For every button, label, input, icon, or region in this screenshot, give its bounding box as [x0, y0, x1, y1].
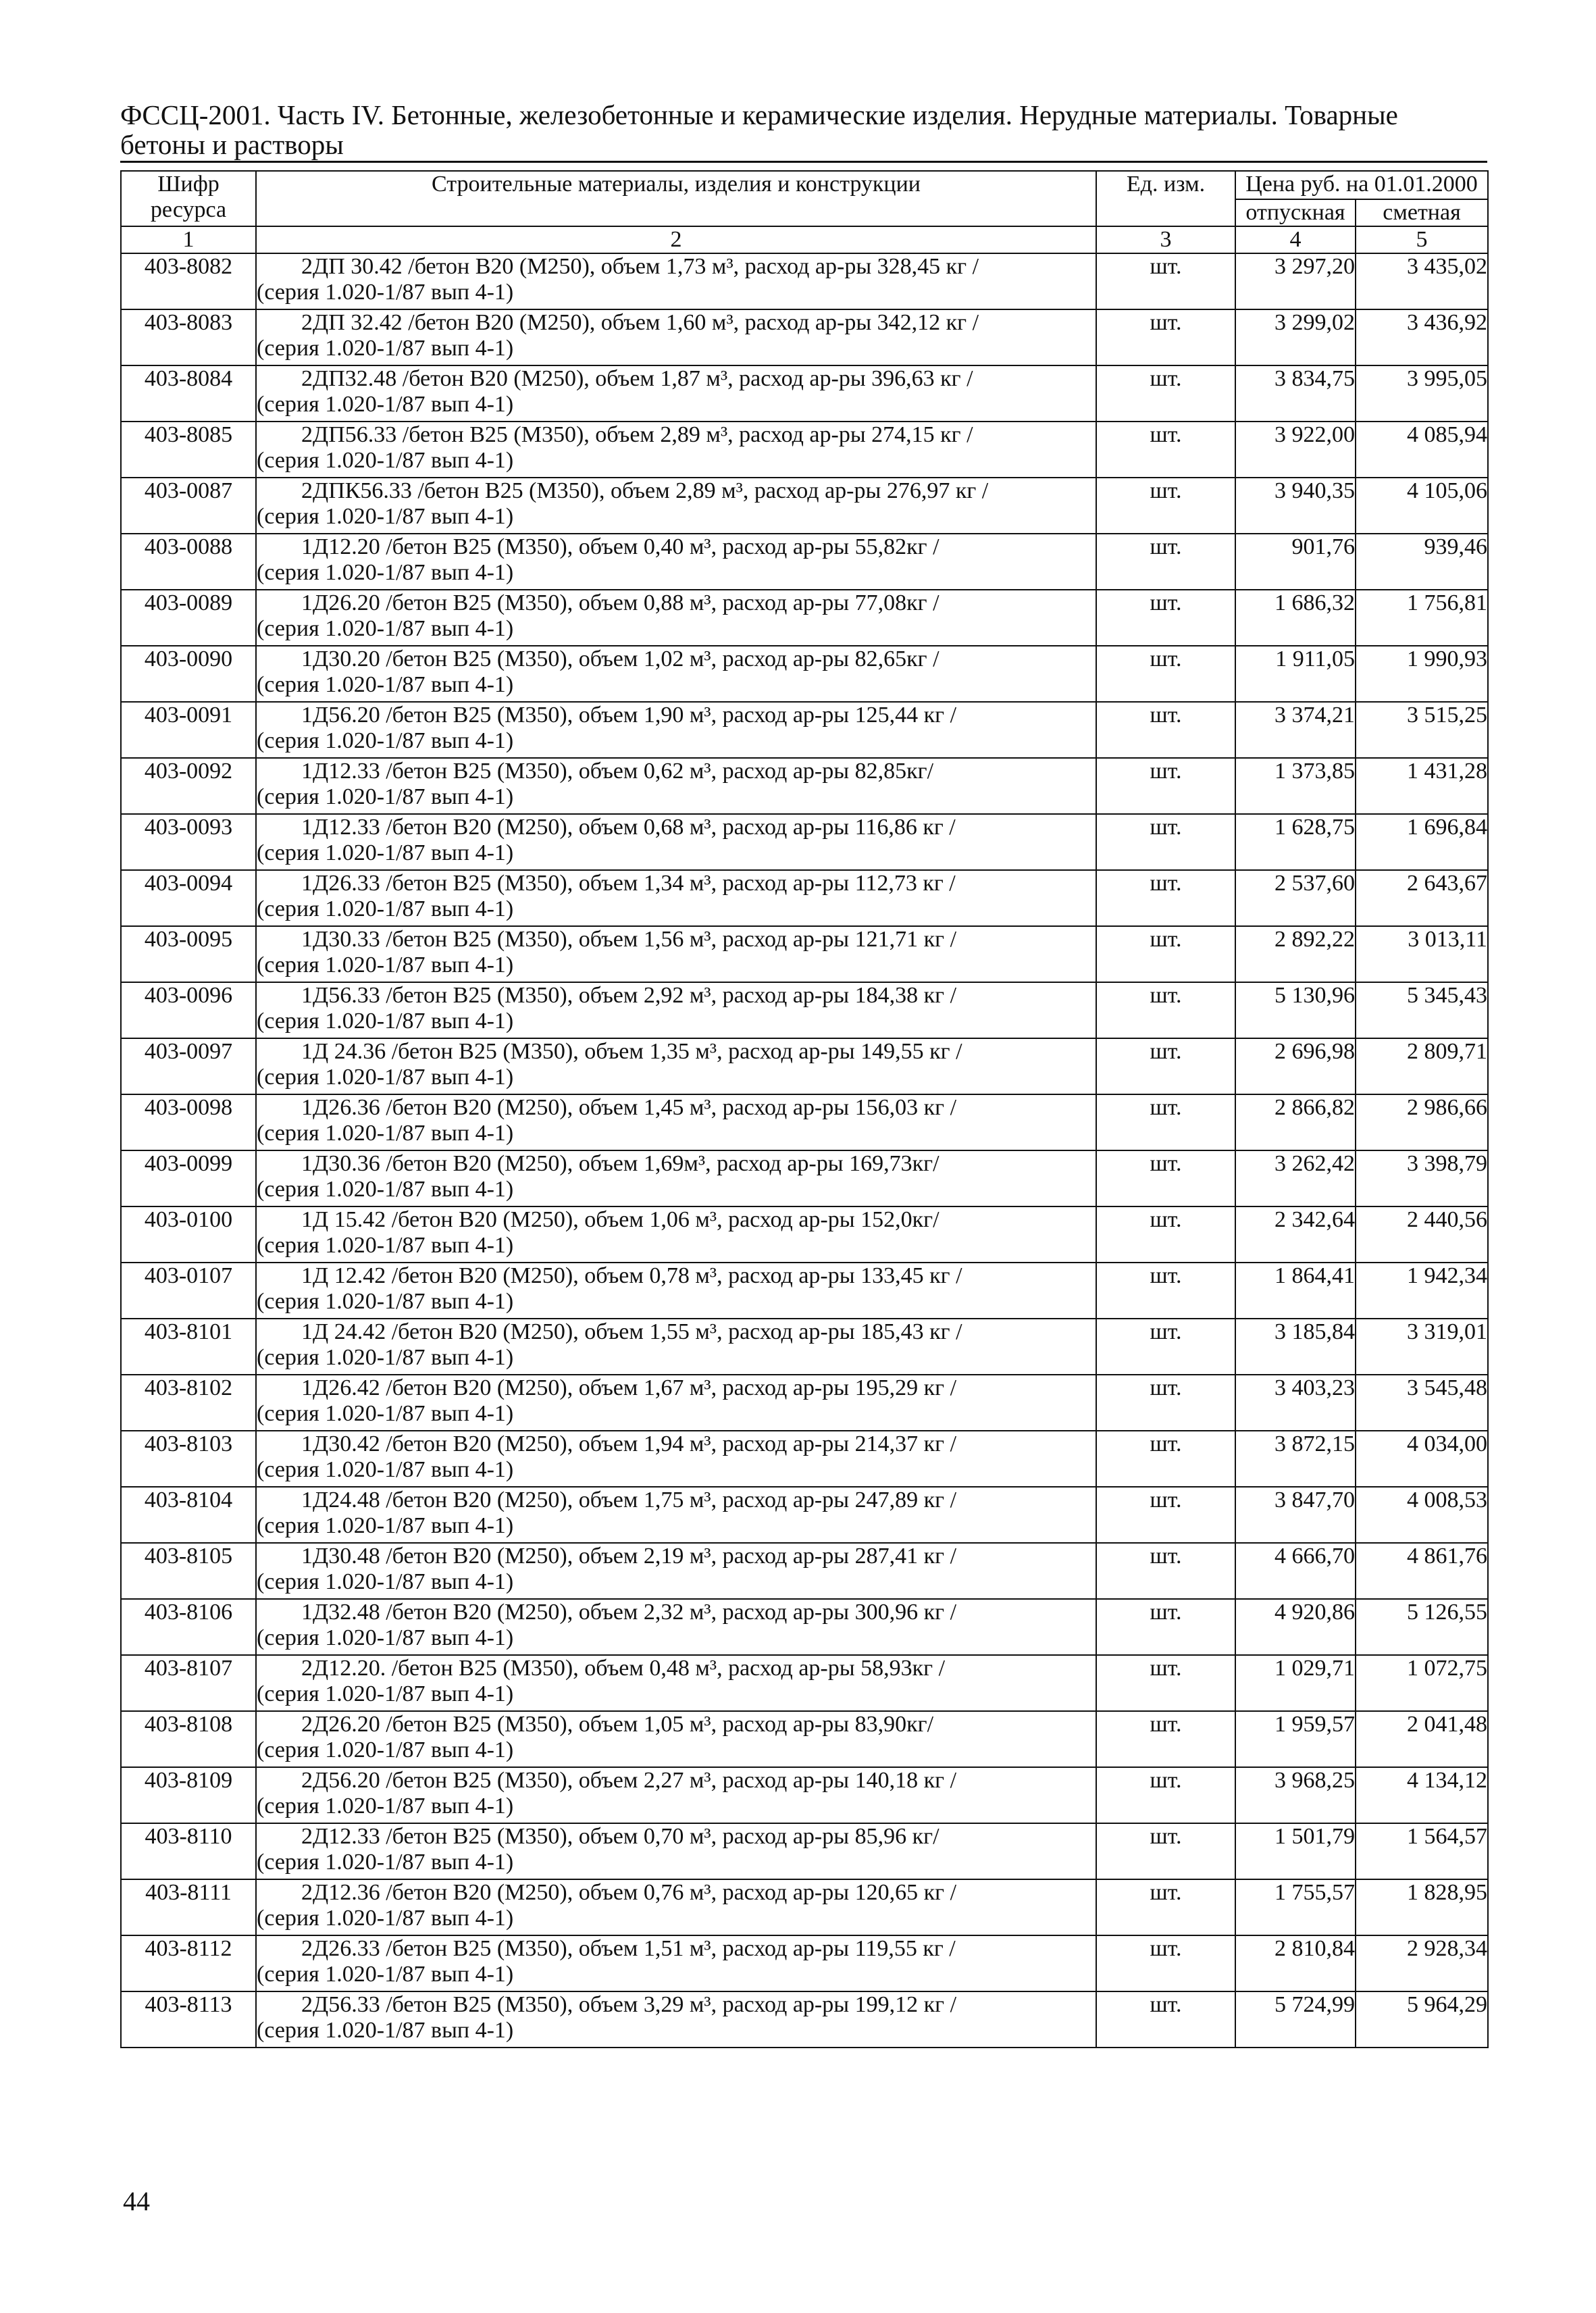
resource-code: 403-0100 — [121, 1206, 256, 1263]
release-price: 5 724,99 — [1235, 1991, 1356, 2048]
column-number-row — [121, 226, 1488, 253]
table-row — [121, 814, 1488, 870]
description-line: 2Д56.20 /бетон В25 (М350), объем 2,27 м³, расход ар-ры 140,18 кг / — [301, 1768, 957, 1793]
unit-cell: шт. — [1096, 758, 1235, 814]
table-row — [121, 1038, 1488, 1094]
unit-cell: шт. — [1096, 1038, 1235, 1094]
table-row — [121, 1263, 1488, 1319]
description-line: 1Д 24.42 /бетон В20 (М250), объем 1,55 м³, расход ар-ры 185,43 кг / — [301, 1319, 962, 1344]
description-line: 1Д12.33 /бетон В20 (М250), объем 0,68 м³, расход ар-ры 116,86 кг / — [301, 815, 956, 840]
release-price: 1 864,41 — [1235, 1263, 1356, 1319]
item-description — [256, 422, 1096, 478]
estimate-price: 3 319,01 — [1356, 1319, 1488, 1375]
release-price: 1 911,05 — [1235, 646, 1356, 702]
series-line: (серия 1.020-1/87 вып 4-1) — [257, 1962, 514, 1987]
table-row — [121, 926, 1488, 982]
resource-code: 403-8102 — [121, 1375, 256, 1431]
column-number: 1 — [121, 226, 256, 253]
table-row — [121, 253, 1488, 309]
series-line: (серия 1.020-1/87 вып 4-1) — [257, 952, 514, 977]
item-description — [256, 1991, 1096, 2048]
series-line: (серия 1.020-1/87 вып 4-1) — [257, 1401, 514, 1426]
description-line: 1Д56.33 /бетон В25 (М350), объем 2,92 м³, расход ар-ры 184,38 кг / — [301, 983, 957, 1008]
table-row — [121, 1487, 1488, 1543]
estimate-price: 4 861,76 — [1356, 1543, 1488, 1599]
description-line: 1Д12.20 /бетон В25 (М350), объем 0,40 м³, расход ар-ры 55,82кг / — [301, 534, 939, 559]
unit-cell: шт. — [1096, 1879, 1235, 1935]
column-number: 3 — [1096, 226, 1235, 253]
estimate-price: 2 041,48 — [1356, 1711, 1488, 1767]
estimate-price: 5 964,29 — [1356, 1991, 1488, 2048]
release-price: 1 628,75 — [1235, 814, 1356, 870]
release-price: 3 299,02 — [1235, 309, 1356, 365]
description-line: 1Д32.48 /бетон В20 (М250), объем 2,32 м³, расход ар-ры 300,96 кг / — [301, 1600, 957, 1625]
estimate-price: 2 928,34 — [1356, 1935, 1488, 1991]
item-description — [256, 1823, 1096, 1879]
unit-cell: шт. — [1096, 1935, 1235, 1991]
resource-code: 403-8110 — [121, 1823, 256, 1879]
description-line: 2Д26.20 /бетон В25 (М350), объем 1,05 м³, расход ар-ры 83,90кг/ — [301, 1712, 934, 1737]
series-line: (серия 1.020-1/87 вып 4-1) — [257, 448, 514, 473]
header-rule — [120, 161, 1487, 163]
description-line: 1Д 12.42 /бетон В20 (М250), объем 0,78 м³, расход ар-ры 133,45 кг / — [301, 1263, 962, 1288]
resource-code: 403-0097 — [121, 1038, 256, 1094]
item-description — [256, 1655, 1096, 1711]
estimate-price: 4 134,12 — [1356, 1767, 1488, 1823]
item-description — [256, 590, 1096, 646]
unit-cell: шт. — [1096, 1655, 1235, 1711]
estimate-price: 4 085,94 — [1356, 422, 1488, 478]
unit-cell: шт. — [1096, 982, 1235, 1038]
series-line: (серия 1.020-1/87 вып 4-1) — [257, 784, 514, 809]
unit-cell: шт. — [1096, 926, 1235, 982]
release-price: 2 892,22 — [1235, 926, 1356, 982]
unit-cell: шт. — [1096, 1094, 1235, 1150]
estimate-price: 4 008,53 — [1356, 1487, 1488, 1543]
item-description — [256, 478, 1096, 534]
series-line: (серия 1.020-1/87 вып 4-1) — [257, 1850, 514, 1875]
table-row — [121, 1879, 1488, 1935]
estimate-price: 1 756,81 — [1356, 590, 1488, 646]
series-line: (серия 1.020-1/87 вып 4-1) — [257, 560, 514, 585]
unit-cell: шт. — [1096, 1431, 1235, 1487]
table-row — [121, 422, 1488, 478]
description-line: 1Д12.33 /бетон В25 (М350), объем 0,62 м³, расход ар-ры 82,85кг/ — [301, 759, 934, 784]
resource-code: 403-0088 — [121, 534, 256, 590]
release-price: 3 922,00 — [1235, 422, 1356, 478]
price-table — [120, 170, 1489, 2048]
resource-code: 403-0089 — [121, 590, 256, 646]
resource-code: 403-8112 — [121, 1935, 256, 1991]
resource-code: 403-8101 — [121, 1319, 256, 1375]
table-row — [121, 982, 1488, 1038]
unit-cell: шт. — [1096, 646, 1235, 702]
description-line: 2ДП 32.42 /бетон В20 (М250), объем 1,60 м³, расход ар-ры 342,12 кг / — [301, 310, 979, 335]
resource-code: 403-0094 — [121, 870, 256, 926]
release-price: 4 920,86 — [1235, 1599, 1356, 1655]
table-row — [121, 590, 1488, 646]
item-description — [256, 1431, 1096, 1487]
item-description — [256, 926, 1096, 982]
release-price: 2 537,60 — [1235, 870, 1356, 926]
estimate-price: 1 696,84 — [1356, 814, 1488, 870]
series-line: (серия 1.020-1/87 вып 4-1) — [257, 1009, 514, 1034]
description-line: 1Д30.42 /бетон В20 (М250), объем 1,94 м³, расход ар-ры 214,37 кг / — [301, 1431, 957, 1456]
table-row — [121, 1543, 1488, 1599]
estimate-price: 2 643,67 — [1356, 870, 1488, 926]
estimate-price: 1 942,34 — [1356, 1263, 1488, 1319]
resource-code: 403-8109 — [121, 1767, 256, 1823]
item-description — [256, 702, 1096, 758]
description-line: 1Д26.20 /бетон В25 (М350), объем 0,88 м³, расход ар-ры 77,08кг / — [301, 590, 939, 615]
table-row — [121, 1375, 1488, 1431]
series-line: (серия 1.020-1/87 вып 4-1) — [257, 1177, 514, 1202]
series-line: (серия 1.020-1/87 вып 4-1) — [257, 1233, 514, 1258]
release-price: 3 872,15 — [1235, 1431, 1356, 1487]
resource-code: 403-0090 — [121, 646, 256, 702]
unit-cell: шт. — [1096, 1599, 1235, 1655]
series-line: (серия 1.020-1/87 вып 4-1) — [257, 1569, 514, 1594]
column-number: 2 — [256, 226, 1096, 253]
series-line: (серия 1.020-1/87 вып 4-1) — [257, 616, 514, 641]
description-line: 1Д 15.42 /бетон В20 (М250), объем 1,06 м³, расход ар-ры 152,0кг/ — [301, 1207, 939, 1232]
resource-code: 403-8111 — [121, 1879, 256, 1935]
release-price: 2 342,64 — [1235, 1206, 1356, 1263]
resource-code: 403-0093 — [121, 814, 256, 870]
table-row — [121, 1711, 1488, 1767]
item-description — [256, 1543, 1096, 1599]
col-header-price-group: Цена руб. на 01.01.2000 — [1235, 171, 1488, 199]
unit-cell: шт. — [1096, 1319, 1235, 1375]
release-price: 3 847,70 — [1235, 1487, 1356, 1543]
item-description — [256, 646, 1096, 702]
table-row — [121, 1767, 1488, 1823]
estimate-price: 1 564,57 — [1356, 1823, 1488, 1879]
release-price: 3 940,35 — [1235, 478, 1356, 534]
table-row — [121, 1431, 1488, 1487]
item-description — [256, 534, 1096, 590]
resource-code: 403-0107 — [121, 1263, 256, 1319]
release-price: 901,76 — [1235, 534, 1356, 590]
resource-code: 403-8103 — [121, 1431, 256, 1487]
release-price: 3 297,20 — [1235, 253, 1356, 309]
col-header-code: Шифр ресурса — [121, 171, 256, 226]
item-description — [256, 253, 1096, 309]
release-price: 1 686,32 — [1235, 590, 1356, 646]
unit-cell: шт. — [1096, 365, 1235, 422]
release-price: 3 185,84 — [1235, 1319, 1356, 1375]
description-line: 1Д26.42 /бетон В20 (М250), объем 1,67 м³, расход ар-ры 195,29 кг / — [301, 1375, 957, 1400]
unit-cell: шт. — [1096, 590, 1235, 646]
description-line: 2ДП32.48 /бетон В20 (М250), объем 1,87 м³, расход ар-ры 396,63 кг / — [301, 366, 973, 391]
description-line: 1Д30.36 /бетон В20 (М250), объем 1,69м³, расход ар-ры 169,73кг/ — [301, 1151, 939, 1176]
series-line: (серия 1.020-1/87 вып 4-1) — [257, 1737, 514, 1762]
table-row — [121, 870, 1488, 926]
unit-cell: шт. — [1096, 1823, 1235, 1879]
table-row — [121, 1206, 1488, 1263]
release-price: 2 810,84 — [1235, 1935, 1356, 1991]
series-line: (серия 1.020-1/87 вып 4-1) — [257, 840, 514, 865]
series-line: (серия 1.020-1/87 вып 4-1) — [257, 280, 514, 305]
description-line: 2ДП56.33 /бетон В25 (М350), объем 2,89 м³, расход ар-ры 274,15 кг / — [301, 422, 973, 447]
series-line: (серия 1.020-1/87 вып 4-1) — [257, 2018, 514, 2043]
item-description — [256, 1879, 1096, 1935]
series-line: (серия 1.020-1/87 вып 4-1) — [257, 896, 514, 921]
unit-cell: шт. — [1096, 702, 1235, 758]
unit-cell: шт. — [1096, 1150, 1235, 1206]
item-description — [256, 1206, 1096, 1263]
series-line: (серия 1.020-1/87 вып 4-1) — [257, 1289, 514, 1314]
item-description — [256, 1711, 1096, 1767]
table-row — [121, 365, 1488, 422]
resource-code: 403-8113 — [121, 1991, 256, 2048]
item-description — [256, 758, 1096, 814]
resource-code: 403-8084 — [121, 365, 256, 422]
description-line: 2Д26.33 /бетон В25 (М350), объем 1,51 м³, расход ар-ры 119,55 кг / — [301, 1936, 956, 1961]
release-price: 1 373,85 — [1235, 758, 1356, 814]
description-line: 1Д30.33 /бетон В25 (М350), объем 1,56 м³, расход ар-ры 121,71 кг / — [301, 927, 957, 952]
estimate-price: 3 515,25 — [1356, 702, 1488, 758]
column-number: 4 — [1235, 226, 1356, 253]
estimate-price: 3 436,92 — [1356, 309, 1488, 365]
item-description — [256, 1767, 1096, 1823]
description-line: 1Д26.33 /бетон В25 (М350), объем 1,34 м³, расход ар-ры 112,73 кг / — [301, 871, 956, 896]
item-description — [256, 1263, 1096, 1319]
release-price: 2 696,98 — [1235, 1038, 1356, 1094]
series-line: (серия 1.020-1/87 вып 4-1) — [257, 336, 514, 361]
resource-code: 403-0098 — [121, 1094, 256, 1150]
table-row — [121, 1935, 1488, 1991]
resource-code: 403-8085 — [121, 422, 256, 478]
description-line: 2ДПК56.33 /бетон В25 (М350), объем 2,89 м³, расход ар-ры 276,97 кг / — [301, 478, 989, 503]
release-price: 1 029,71 — [1235, 1655, 1356, 1711]
estimate-price: 1 072,75 — [1356, 1655, 1488, 1711]
estimate-price: 3 995,05 — [1356, 365, 1488, 422]
description-line: 1Д26.36 /бетон В20 (М250), объем 1,45 м³, расход ар-ры 156,03 кг / — [301, 1095, 957, 1120]
estimate-price: 4 034,00 — [1356, 1431, 1488, 1487]
item-description — [256, 1487, 1096, 1543]
resource-code: 403-8106 — [121, 1599, 256, 1655]
description-line: 2Д56.33 /бетон В25 (М350), объем 3,29 м³, расход ар-ры 199,12 кг / — [301, 1992, 957, 2017]
series-line: (серия 1.020-1/87 вып 4-1) — [257, 1625, 514, 1650]
table-row — [121, 534, 1488, 590]
item-description — [256, 1599, 1096, 1655]
description-line: 2Д12.20. /бетон В25 (М350), объем 0,48 м³, расход ар-ры 58,93кг / — [301, 1656, 946, 1681]
resource-code: 403-8107 — [121, 1655, 256, 1711]
col-header-price-release: отпускная — [1235, 199, 1356, 226]
estimate-price: 2 986,66 — [1356, 1094, 1488, 1150]
unit-cell: шт. — [1096, 478, 1235, 534]
col-header-price-estimate: сметная — [1356, 199, 1488, 226]
series-line: (серия 1.020-1/87 вып 4-1) — [257, 1345, 514, 1370]
table-row — [121, 1655, 1488, 1711]
item-description — [256, 1935, 1096, 1991]
description-line: 2Д12.33 /бетон В25 (М350), объем 0,70 м³, расход ар-ры 85,96 кг/ — [301, 1824, 939, 1849]
estimate-price: 1 828,95 — [1356, 1879, 1488, 1935]
resource-code: 403-0087 — [121, 478, 256, 534]
series-line: (серия 1.020-1/87 вып 4-1) — [257, 1794, 514, 1819]
item-description — [256, 365, 1096, 422]
item-description — [256, 870, 1096, 926]
item-description — [256, 1038, 1096, 1094]
unit-cell: шт. — [1096, 870, 1235, 926]
unit-cell: шт. — [1096, 1375, 1235, 1431]
estimate-price: 2 440,56 — [1356, 1206, 1488, 1263]
unit-cell: шт. — [1096, 1263, 1235, 1319]
table-row — [121, 1319, 1488, 1375]
item-description — [256, 1375, 1096, 1431]
estimate-price: 2 809,71 — [1356, 1038, 1488, 1094]
release-price: 5 130,96 — [1235, 982, 1356, 1038]
table-row — [121, 758, 1488, 814]
estimate-price: 1 990,93 — [1356, 646, 1488, 702]
series-line: (серия 1.020-1/87 вып 4-1) — [257, 1513, 514, 1538]
release-price: 1 501,79 — [1235, 1823, 1356, 1879]
series-line: (серия 1.020-1/87 вып 4-1) — [257, 672, 514, 697]
table-row — [121, 1094, 1488, 1150]
unit-cell: шт. — [1096, 1206, 1235, 1263]
series-line: (серия 1.020-1/87 вып 4-1) — [257, 1065, 514, 1090]
unit-cell: шт. — [1096, 422, 1235, 478]
release-price: 3 834,75 — [1235, 365, 1356, 422]
table-row — [121, 1599, 1488, 1655]
page-number: 44 — [123, 2186, 150, 2216]
item-description — [256, 814, 1096, 870]
estimate-price: 3 013,11 — [1356, 926, 1488, 982]
description-line: 1Д30.48 /бетон В20 (М250), объем 2,19 м³, расход ар-ры 287,41 кг / — [301, 1544, 957, 1569]
unit-cell: шт. — [1096, 1711, 1235, 1767]
table-row — [121, 646, 1488, 702]
estimate-price: 5 345,43 — [1356, 982, 1488, 1038]
release-price: 3 374,21 — [1235, 702, 1356, 758]
resource-code: 403-8083 — [121, 309, 256, 365]
unit-cell: шт. — [1096, 253, 1235, 309]
col-header-unit: Ед. изм. — [1096, 171, 1235, 226]
release-price: 4 666,70 — [1235, 1543, 1356, 1599]
table-row — [121, 1991, 1488, 2048]
estimate-price: 3 545,48 — [1356, 1375, 1488, 1431]
resource-code: 403-0091 — [121, 702, 256, 758]
table-row — [121, 309, 1488, 365]
table-row — [121, 1823, 1488, 1879]
unit-cell: шт. — [1096, 1543, 1235, 1599]
unit-cell: шт. — [1096, 534, 1235, 590]
estimate-price: 4 105,06 — [1356, 478, 1488, 534]
description-line: 2Д12.36 /бетон В20 (М250), объем 0,76 м³, расход ар-ры 120,65 кг / — [301, 1880, 957, 1905]
series-line: (серия 1.020-1/87 вып 4-1) — [257, 1457, 514, 1482]
estimate-price: 1 431,28 — [1356, 758, 1488, 814]
unit-cell: шт. — [1096, 1991, 1235, 2048]
resource-code: 403-0092 — [121, 758, 256, 814]
release-price: 3 262,42 — [1235, 1150, 1356, 1206]
series-line: (серия 1.020-1/87 вып 4-1) — [257, 1681, 514, 1706]
resource-code: 403-0095 — [121, 926, 256, 982]
table-row — [121, 702, 1488, 758]
item-description — [256, 1319, 1096, 1375]
release-price: 1 959,57 — [1235, 1711, 1356, 1767]
resource-code: 403-8082 — [121, 253, 256, 309]
description-line: 1Д56.20 /бетон В25 (М350), объем 1,90 м³, расход ар-ры 125,44 кг / — [301, 703, 957, 728]
column-number: 5 — [1356, 226, 1488, 253]
series-line: (серия 1.020-1/87 вып 4-1) — [257, 504, 514, 529]
resource-code: 403-0099 — [121, 1150, 256, 1206]
item-description — [256, 309, 1096, 365]
item-description — [256, 1094, 1096, 1150]
release-price: 1 755,57 — [1235, 1879, 1356, 1935]
unit-cell: шт. — [1096, 1767, 1235, 1823]
release-price: 3 403,23 — [1235, 1375, 1356, 1431]
estimate-price: 3 398,79 — [1356, 1150, 1488, 1206]
col-header-name: Строительные материалы, изделия и конструкции — [256, 171, 1096, 226]
unit-cell: шт. — [1096, 1487, 1235, 1543]
unit-cell: шт. — [1096, 814, 1235, 870]
description-line: 1Д 24.36 /бетон В25 (М350), объем 1,35 м³, расход ар-ры 149,55 кг / — [301, 1039, 962, 1064]
unit-cell: шт. — [1096, 309, 1235, 365]
series-line: (серия 1.020-1/87 вып 4-1) — [257, 728, 514, 753]
estimate-price: 5 126,55 — [1356, 1599, 1488, 1655]
item-description — [256, 982, 1096, 1038]
release-price: 3 968,25 — [1235, 1767, 1356, 1823]
series-line: (серия 1.020-1/87 вып 4-1) — [257, 1121, 514, 1146]
description-line: 1Д30.20 /бетон В25 (М350), объем 1,02 м³, расход ар-ры 82,65кг / — [301, 646, 939, 671]
series-line: (серия 1.020-1/87 вып 4-1) — [257, 1906, 514, 1931]
page-header: ФССЦ-2001. Часть IV. Бетонные, железобетонные и керамические изделия. Нерудные материалы. Товарные бетоны и растворы — [120, 99, 1398, 160]
description-line: 1Д24.48 /бетон В20 (М250), объем 1,75 м³, расход ар-ры 247,89 кг / — [301, 1488, 957, 1513]
resource-code: 403-8108 — [121, 1711, 256, 1767]
release-price: 2 866,82 — [1235, 1094, 1356, 1150]
resource-code: 403-8105 — [121, 1543, 256, 1599]
resource-code: 403-8104 — [121, 1487, 256, 1543]
item-description — [256, 1150, 1096, 1206]
estimate-price: 939,46 — [1356, 534, 1488, 590]
table-row — [121, 1150, 1488, 1206]
table-row — [121, 478, 1488, 534]
series-line: (серия 1.020-1/87 вып 4-1) — [257, 392, 514, 417]
estimate-price: 3 435,02 — [1356, 253, 1488, 309]
description-line: 2ДП 30.42 /бетон В20 (М250), объем 1,73 м³, расход ар-ры 328,45 кг / — [301, 254, 979, 279]
resource-code: 403-0096 — [121, 982, 256, 1038]
